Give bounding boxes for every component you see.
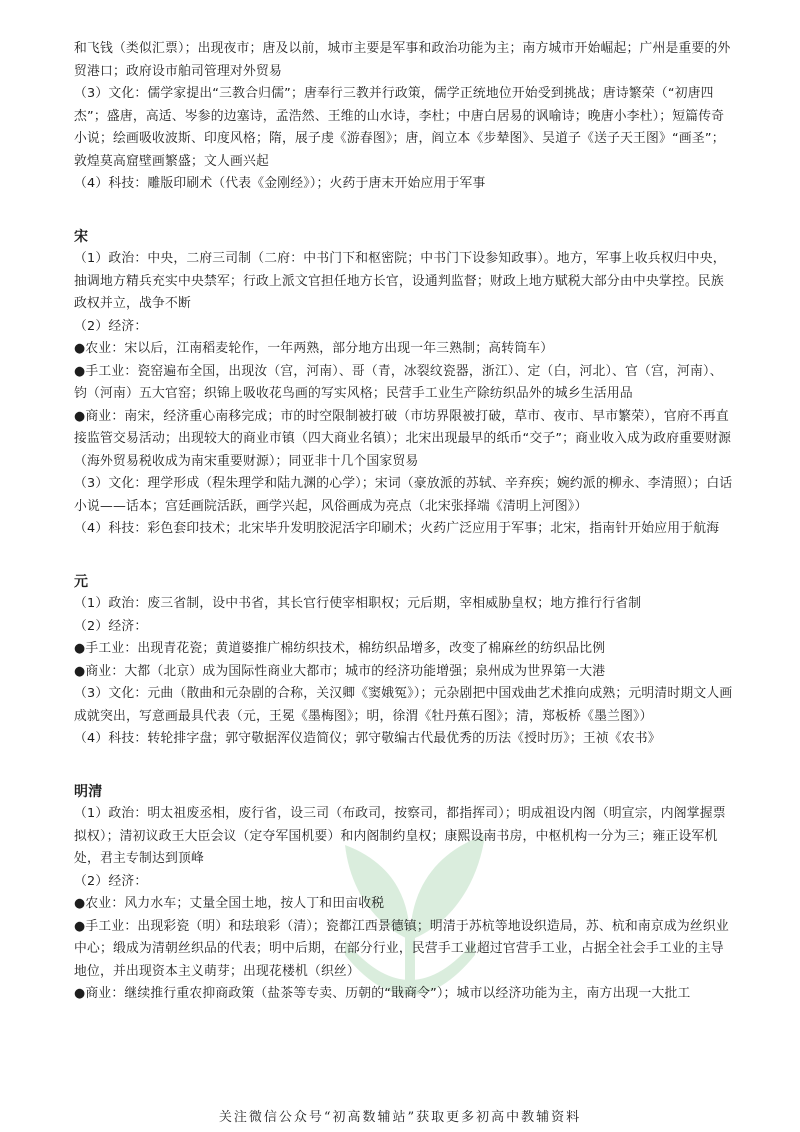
section-title-yuan: 元: [74, 573, 89, 590]
song-economy-heading: （2）经济：: [74, 318, 148, 334]
yuan-handicraft-item: ●手工业：出现青花瓷；黄道婆推广棉纺织技术，棉纺织品增多，改变了棉麻丝的纺织品比例: [74, 641, 606, 656]
yuan-technology-paragraph: （4）科技：转轮排字盘；郭守敬据浑仪造简仪；郭守敬编古代最优秀的历法《授时历》；王祯《农书》: [74, 731, 661, 746]
song-agriculture-item: ●农业：宋以后，江南稻麦轮作，一年两熟，部分地方出现一年三熟制；高转筒车）: [74, 341, 554, 356]
song-handicraft-item: ●手工业：瓷窑遍布全国，出现汝（宫，河南）、哥（青，冰裂纹瓷器，浙江）、定（白，河北）、官（宫，河南）、钧（河南）五大官窑；织锦上吸收花鸟画的写实风格；民营手工业生产除纺织品外的城乡生活用品: [74, 363, 723, 401]
song-technology-paragraph: （4）科技：彩色套印技术；北宋毕升发明胶泥活字印刷术；火药广泛应用于军事；北宋，指南针开始应用于航海: [74, 521, 720, 536]
song-commerce-item: ●商业：南宋，经济重心南移完成；市的时空限制被打破（市坊界限被打破，草市、夜市、早市繁荣），官府不再直接监管交易活动；出现较大的商业市镇（四大商业名镇）；北宋出现最早的纸币“交子”；商业收入成为政府重要财源（海外贸易税收成为南宋重要财源）；同亚非十几个国家贸易: [74, 408, 732, 469]
yuan-politics-paragraph: （1）政治：废三省制，设中书省，其长官行使宰相职权；元后期，宰相威胁皇权；地方推行行省制: [74, 596, 642, 611]
mingqing-handicraft-item: ●手工业：出现彩瓷（明）和珐琅彩（清）；瓷都江西景德镇；明清于苏杭等地设织造局，苏、杭和南京成为丝织业中心；缎成为清朝丝织品的代表；明中后期，在部分行业，民营手工业超过官营手工业，占据全社会手工业的主导地位，并出现资本主义萌芽；出现花楼机（织丝）: [74, 918, 729, 979]
document-body: [74, 38, 734, 1006]
yuan-commerce-item: ●商业：大都（北京）成为国际性商业大都市；城市的经济功能增强；泉州成为世界第一大港: [74, 663, 606, 679]
yuan-culture-paragraph: （3）文化：元曲（散曲和元杂剧的合称，关汉卿《窦娥冤》）；元杂剧把中国戏曲艺术推向成熟；元明清时期文人画成就突出，写意画最具代表（元，王冕《墨梅图》；明，徐渭《牡丹蕉石图》；清，郑板桥《墨兰图》）: [74, 686, 733, 724]
tang-economy-paragraph: 和飞钱（类似汇票）；出现夜市；唐及以前，城市主要是军事和政治功能为主；南方城市开始崛起；广州是重要的外贸港口；政府设市舶司管理对外贸易: [74, 41, 731, 79]
yuan-economy-heading: （2）经济：: [74, 618, 148, 634]
mingqing-economy-heading: （2）经济：: [74, 873, 148, 889]
song-culture-paragraph: （3）文化：理学形成（程朱理学和陆九渊的心学）；宋词（豪放派的苏轼、辛弃疾；婉约派的柳永、李清照）；白话小说——话本；宫廷画院活跃，画学兴起，风俗画成为亮点（北宋张择端《清明上河图》）: [74, 476, 733, 514]
page-footer: 关注微信公众号“初高数辅站”获取更多初高中教辅资料: [218, 1110, 582, 1125]
mingqing-politics-paragraph: （1）政治：明太祖废丞相，废行省，设三司（布政司，按察司，都指挥司）；明成祖设内阁（明宣宗，内阁掌握票拟权）；清初议政王大臣会议（定夺军国机要）和内阁制约皇权；康熙设南书房，中枢机构一分为三；雍正设军机处，君主专制达到顶峰: [74, 806, 726, 866]
tang-technology-paragraph: （4）科技：雕版印刷术（代表《金刚经》）；火药于唐末开始应用于军事: [74, 176, 486, 191]
tang-culture-paragraph: （3）文化：儒学家提出“三教合归儒”；唐奉行三教并行政策，儒学正统地位开始受到挑战；唐诗繁荣（“初唐四杰”；盛唐，高适、岑参的边塞诗，孟浩然、王维的山水诗，李杜；中唐白居易的讽喻诗；晚唐小李杜）；短篇传奇小说；绘画吸收波斯、印度风格；隋，展子虔《游春图》；唐，阎立本《步辇图》、吴道子《送子天王图》“画圣”；敦煌莫高窟壁画繁盛；文人画兴起: [74, 86, 725, 169]
section-title-mingqing: 明清: [74, 783, 103, 800]
mingqing-commerce-item: ●商业：继续推行重农抑商政策（盐茶等专卖、历朝的“戢商令”）；城市以经济功能为主，南方出现一大批工: [74, 986, 691, 1001]
song-politics-paragraph: （1）政治：中央，二府三司制（二府：中书门下和枢密院；中书门下设参知政事）。地方，军事上收兵权归中央，抽调地方精兵充实中央禁军；行政上派文官担任地方长官，设通判监督；财政上地方赋税大部分由中央掌控。民族政权并立，战争不断: [74, 251, 726, 311]
mingqing-agriculture-item: ●农业：风力水车；丈量全国土地，按人丁和田亩收税: [74, 896, 385, 911]
section-title-song: 宋: [74, 228, 89, 245]
